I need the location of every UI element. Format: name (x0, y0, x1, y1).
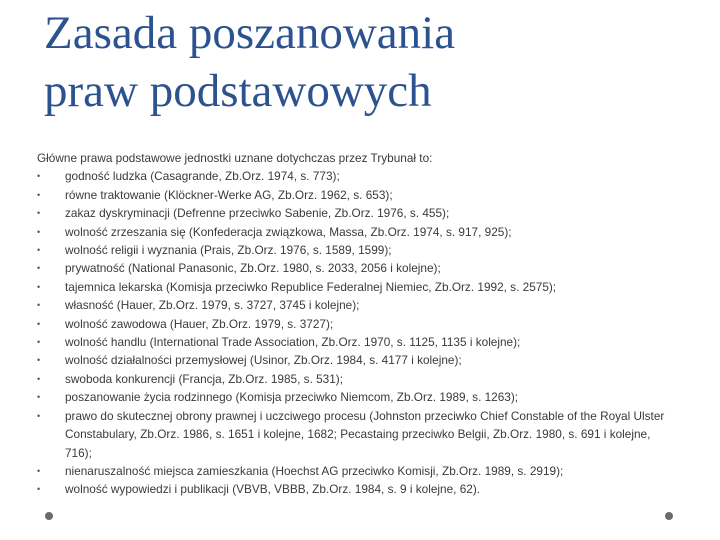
list-item-text: wolność zawodowa (Hauer, Zb.Orz. 1979, s. 3727); (65, 316, 334, 331)
list-item-text: nienaruszalność miejsca zamieszkania (Hoechst AG przeciwko Komisji, Zb.Orz. 1989, s. 2919); (65, 463, 564, 478)
list-item (37, 315, 669, 333)
list-item (37, 167, 669, 185)
list-item-text: równe traktowanie (Klöckner-Werke AG, Zb.Orz. 1962, s. 653); (65, 187, 393, 202)
list-item-text: swoboda konkurencji (Francja, Zb.Orz. 1985, s. 531); (65, 371, 344, 386)
bullet-icon: • (37, 484, 41, 495)
list-item (37, 241, 669, 259)
list-item-text: tajemnica lekarska (Komisja przeciwko Republice Federalnej Niemiec, Zb.Orz. 1992, s. 2575); (65, 279, 557, 294)
bullet-icon: • (37, 392, 41, 403)
bullet-icon: • (37, 263, 41, 274)
list-item-text: wolność handlu (International Trade Association, Zb.Orz. 1970, s. 1125, 1135 i kolejne); (65, 335, 521, 350)
list-item (37, 462, 669, 480)
list-item-text: wolność wypowiedzi i publikacji (VBVB, VBBB, Zb.Orz. 1984, s. 9 i kolejne, 62). (65, 482, 481, 497)
list-item-text: wolność zrzeszania się (Konfederacja związkowa, Massa, Zb.Orz. 1974, s. 917, 925); (65, 224, 512, 239)
list-item-text: prawo do skutecznej obrony prawnej i uczciwego procesu (Johnston przeciwko Chief Constable of the Royal Ulster Constabulary, Zb.Orz. 1986, s. 1651 i kolejne, 1682; Pecastaing przeciwko Belgii, Zb.Orz. 1980, s. 691 i kolejne, 716); (65, 408, 665, 460)
list-item (37, 278, 669, 296)
list-item-text: poszanowanie życia rodzinnego (Komisja przeciwko Niemcom, Zb.Orz. 1989, s. 1263); (65, 390, 519, 405)
list-item-text: godność ludzka (Casagrande, Zb.Orz. 1974, s. 773); (65, 169, 340, 184)
list-item-text: wolność działalności przemysłowej (Usinor, Zb.Orz. 1984, s. 4177 i kolejne); (65, 353, 462, 368)
bullet-icon: • (37, 208, 41, 219)
slide-body (37, 149, 669, 499)
bullet-icon: • (37, 171, 41, 182)
list-item (37, 351, 669, 369)
bullet-icon: • (37, 465, 41, 476)
bullet-icon: • (37, 373, 41, 384)
bullet-icon: • (37, 226, 41, 237)
decorative-dot-left (45, 512, 53, 520)
list-item-text: prywatność (National Panasonic, Zb.Orz. 1980, s. 2033, 2056 i kolejne); (65, 261, 441, 276)
list-item (37, 388, 669, 406)
bullet-icon: • (37, 318, 41, 329)
bullet-icon: • (37, 281, 41, 292)
decorative-dot-right (665, 512, 673, 520)
list-item (37, 223, 669, 241)
list-item-text: zakaz dyskryminacji (Defrenne przeciwko Sabenie, Zb.Orz. 1976, s. 455); (65, 206, 450, 221)
bullet-icon: • (37, 245, 41, 256)
bullet-icon: • (37, 300, 41, 311)
list-item (37, 333, 669, 351)
list-item (37, 259, 669, 277)
bullet-icon: • (37, 337, 41, 348)
slide-title (44, 4, 704, 120)
rights-list (37, 167, 669, 498)
list-item (37, 296, 669, 314)
bullet-icon: • (37, 410, 41, 421)
slide-title-line-2: praw podstawowych (44, 65, 432, 117)
bullet-icon: • (37, 189, 41, 200)
list-item (37, 480, 669, 498)
list-item (37, 186, 669, 204)
intro-text: Główne prawa podstawowe jednostki uznane dotychczas przez Trybunał to: (37, 151, 433, 165)
list-item (37, 370, 669, 388)
list-item (37, 407, 669, 462)
list-item-text: wolność religii i wyznania (Prais, Zb.Orz. 1976, s. 1589, 1599); (65, 243, 392, 258)
list-item-text: własność (Hauer, Zb.Orz. 1979, s. 3727, 3745 i kolejne); (65, 298, 360, 313)
list-item (37, 204, 669, 222)
slide-title-line-1: Zasada poszanowania (44, 7, 456, 59)
bullet-icon: • (37, 355, 41, 366)
